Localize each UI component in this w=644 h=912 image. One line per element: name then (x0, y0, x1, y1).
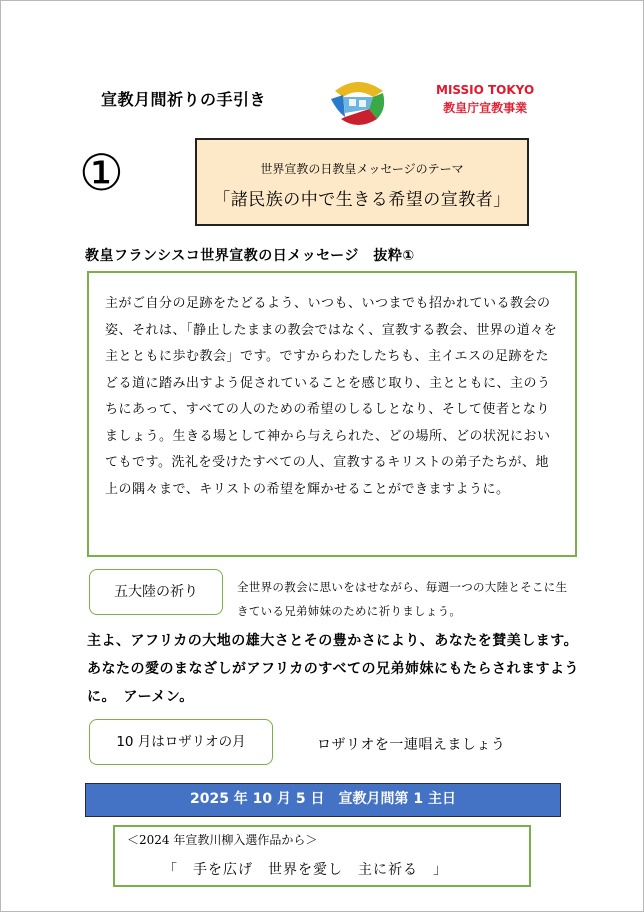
date-bar: 2025 年 10 月 5 日 宣教月間第 1 主日 (85, 783, 561, 817)
prayer-note: 全世界の教会に思いをはせながら、毎週一つの大陸とそこに生きている兄弟姉妹のために祈りましょう。 (237, 580, 568, 618)
guide-title: 宣教月間祈りの手引き (101, 90, 267, 109)
organization-name (436, 81, 534, 117)
theme-text: 「諸民族の中で生きる希望の宣教者」 (213, 190, 511, 210)
rosary-tag: 10 月はロザリオの月 (89, 719, 273, 765)
message-heading: 教皇フランシスコ世界宣教の日メッセージ 抜粋① (85, 248, 415, 264)
message-body: 主がご自分の足跡をたどるよう、いつも、いつまでも招かれている教会の姿、それは、「静止したままの教会ではなく、宣教する教会、世界の道々を主とともに歩む教会」です。ですからわたしたちも、主イエスの足跡をたどる道に踏み出すよう促されていることを感じ取り、主とともに、主のうちにあって、すべての人のための希望のしるしとなり、そして使者となりましょう。生きる場として神から与えられた、どの場所、どの状況においてもです。洗礼を受けたすべての人、宣教するキリストの弟子たちが、地上の隅々まで、キリストの希望を輝かせることができますように。 (105, 296, 558, 497)
prayer-body: 主よ、アフリカの大地の雄大さとその豊かさにより、あなたを賛美します。あなたの愛のまなざしがアフリカのすべての兄弟姉妹にもたらされますように。 アーメン。 (87, 633, 580, 705)
rosary-note: ロザリオを一連唱えましょう (317, 737, 506, 753)
theme-label: 世界宣教の日教皇メッセージのテーマ (260, 162, 464, 176)
senryu-label: ＜2024 年宣教川柳入選作品から＞ (127, 833, 318, 847)
organization-line-1: MISSIO TOKYO (436, 83, 535, 97)
senryu-box (113, 825, 531, 887)
senryu-text: 「 手を広げ 世界を愛し 主に祈る 」 (163, 862, 448, 878)
theme-box (195, 138, 529, 226)
section-number: ① (79, 144, 124, 202)
missio-logo-icon (327, 69, 389, 131)
message-box (87, 271, 577, 557)
organization-line-2: 教皇庁宣教事業 (443, 101, 528, 115)
prayer-tag: 五大陸の祈り (89, 569, 223, 615)
